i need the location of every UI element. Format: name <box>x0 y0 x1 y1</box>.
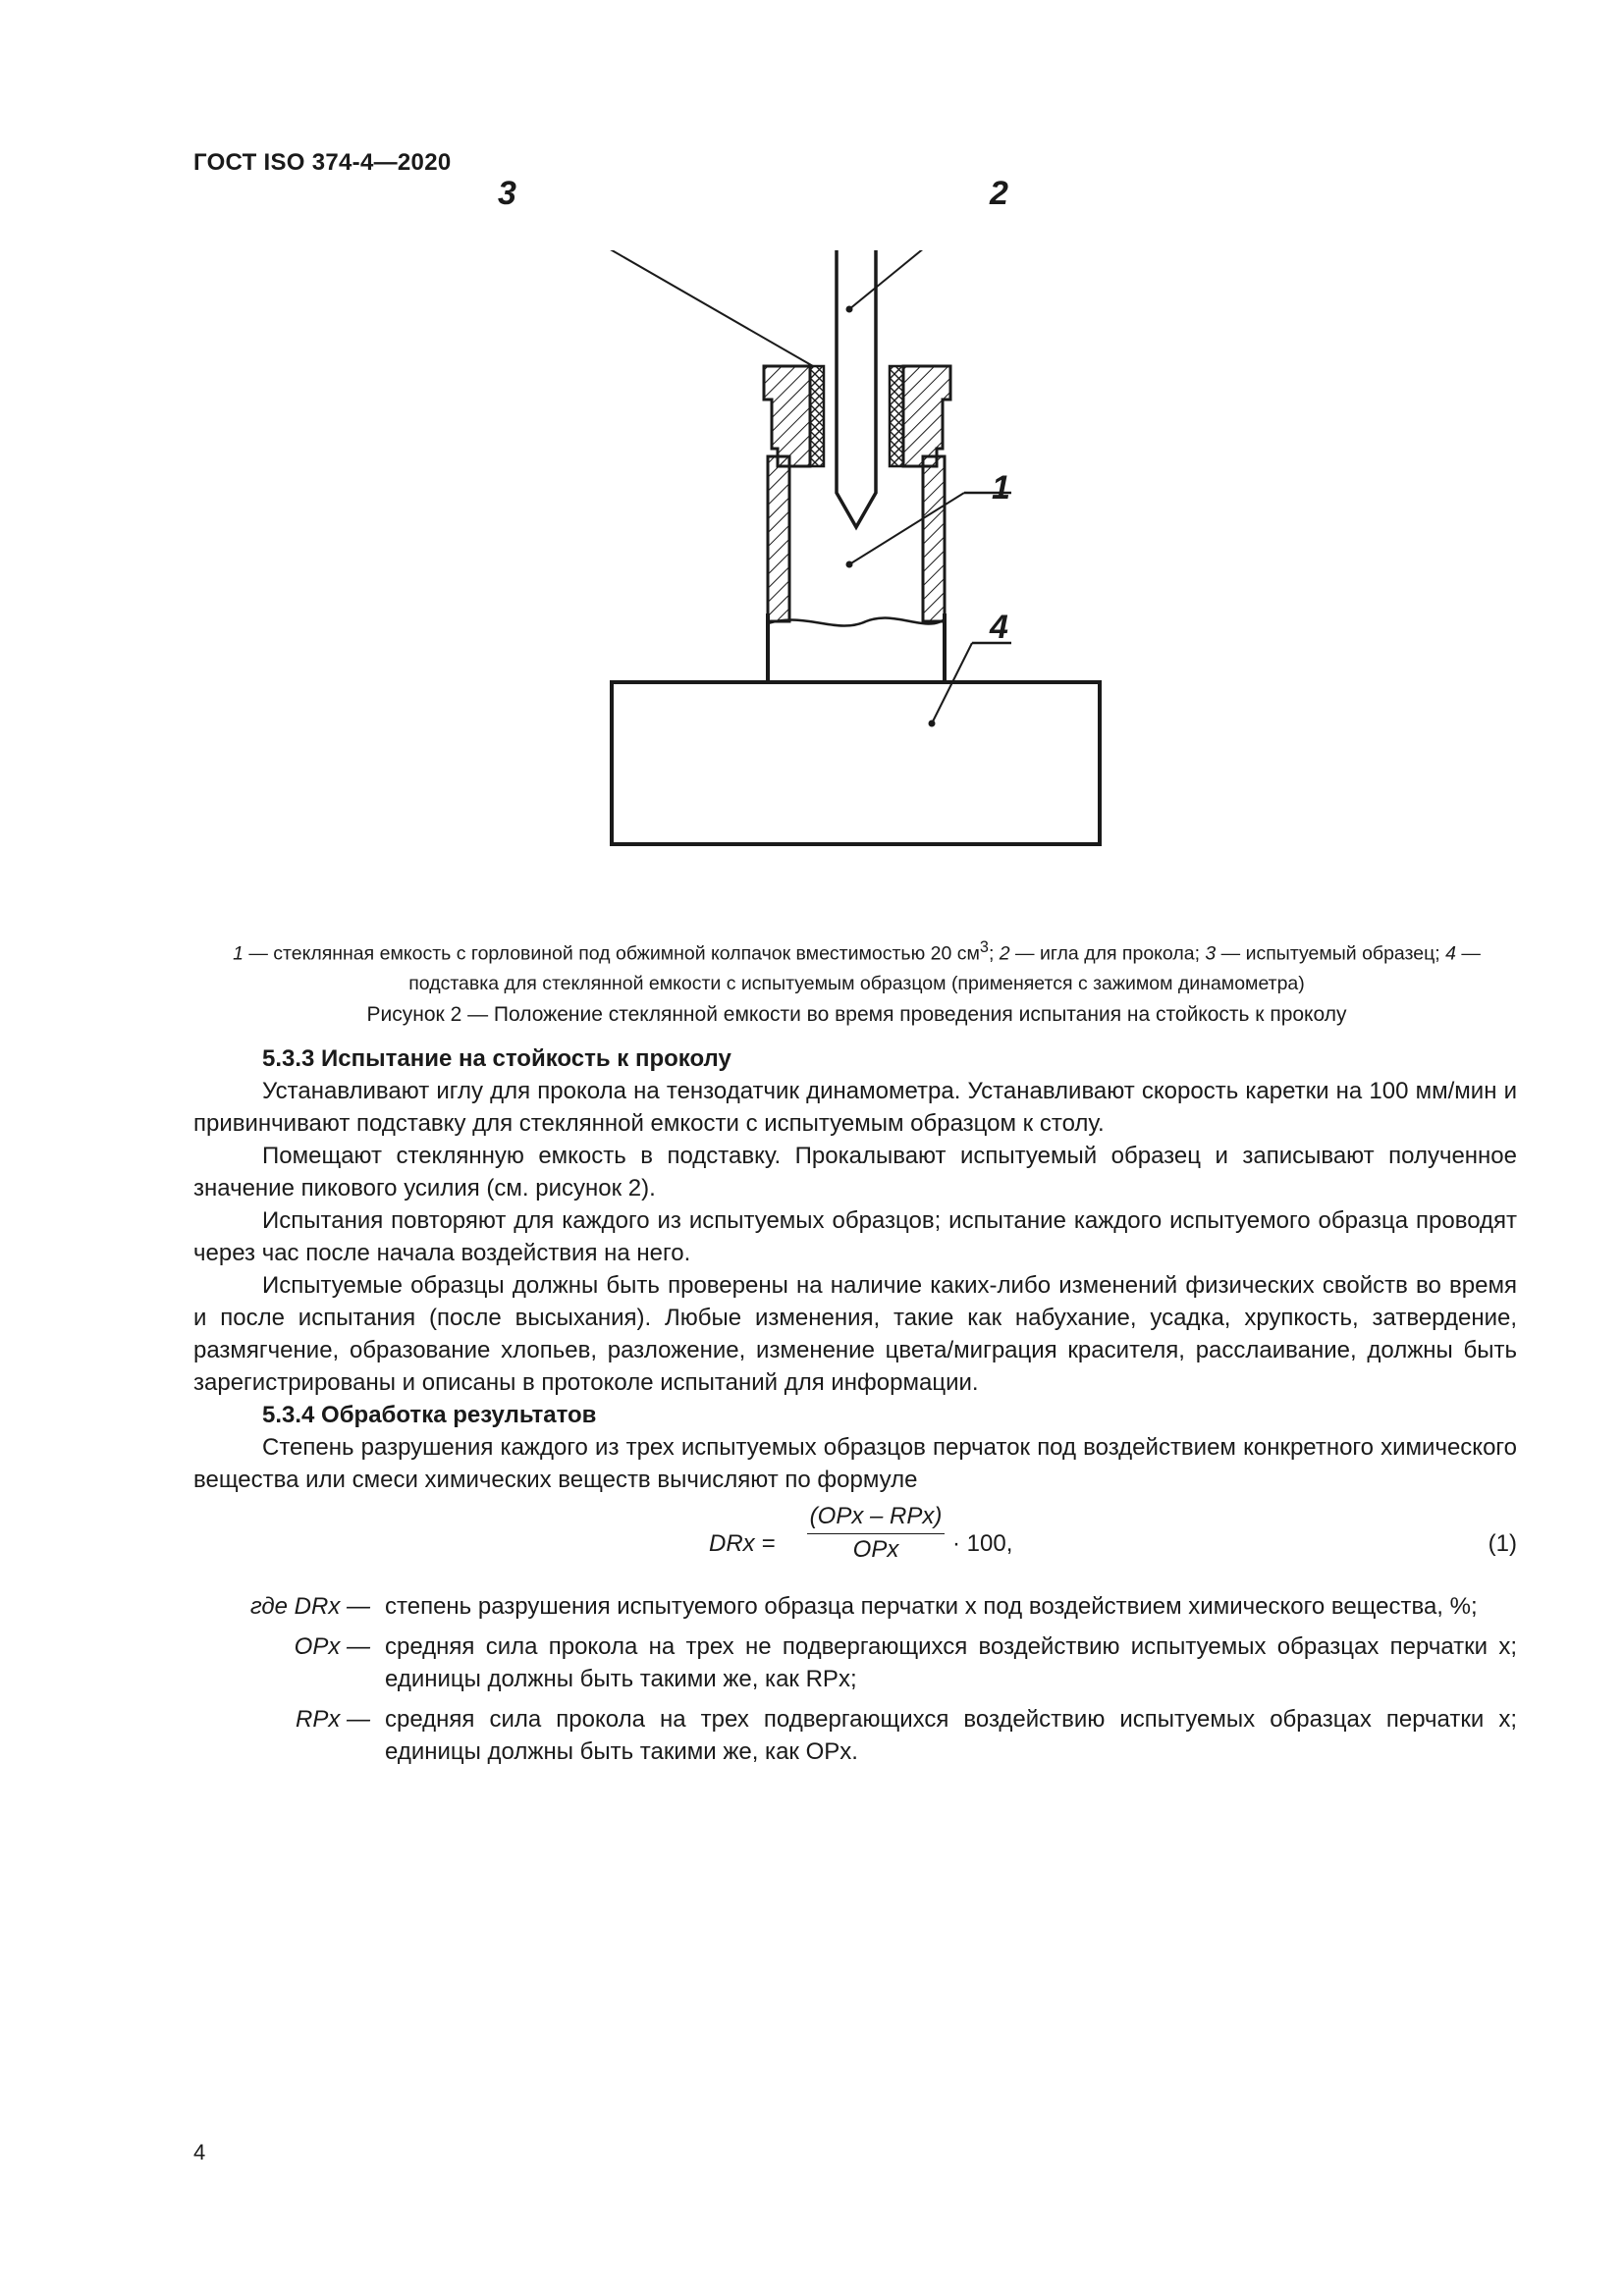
paragraph: Помещают стеклянную емкость в подставку. Прокалывают испытуемый образец и записывают полученное значение пикового усилия (см. рисунок 2). <box>193 1143 1517 1201</box>
document-header: ГОСТ ISO 374-4—2020 <box>193 149 452 176</box>
legend-num-1: 1 <box>233 942 244 965</box>
paragraph: Устанавливают иглу для прокола на тензодатчик динамометра. Устанавливают скорость каретки на 100 мм/мин и привинчивают подставку для стеклянной емкости с испытуемым образцом к столу. <box>193 1078 1517 1137</box>
definition-key: RPx — <box>295 1706 370 1733</box>
legend-num-3: 3 <box>1205 942 1217 965</box>
section-heading-533: 5.3.3 Испытание на стойкость к проколу <box>262 1045 731 1072</box>
definition-item <box>193 1630 1517 1695</box>
formula-fraction <box>807 1502 945 1566</box>
formula-denominator: OPx <box>852 1536 899 1563</box>
formula-rhs: · 100, <box>952 1530 1013 1557</box>
legend-separator: ; <box>988 942 1000 965</box>
specimen-right <box>890 366 903 466</box>
paragraph: Степень разрушения каждого из трех испытуемых образцов перчаток под воздействием конкретного химического вещества или смеси химических веществ вычисляют по формуле <box>193 1434 1517 1493</box>
main-text <box>193 1042 1517 1776</box>
figure-label-1: 1 <box>992 469 1010 507</box>
definition-item <box>193 1590 1517 1623</box>
definition-key: где DRx — <box>249 1593 370 1620</box>
figure-puncture-setup <box>550 250 1119 898</box>
page-number: 4 <box>193 2140 206 2164</box>
legend-text-1: — стеклянная емкость с горловиной под обжимной колпачок вместимостью 20 см <box>243 942 980 965</box>
equation-number: (1) <box>1488 1530 1517 1557</box>
crimp-cap-left <box>764 366 810 466</box>
leader-line-3-diag <box>550 250 813 366</box>
figure-legend <box>196 933 1517 998</box>
figure-label-4: 4 <box>990 609 1008 646</box>
definitions-list <box>193 1590 1517 1768</box>
stand-base <box>612 682 1100 844</box>
section-heading-534: 5.3.4 Обработка результатов <box>262 1402 597 1428</box>
vial-wall-right <box>923 456 945 621</box>
specimen-left <box>810 366 824 466</box>
leader-dot-1 <box>846 561 853 568</box>
vial-wall-left <box>768 456 789 621</box>
definition-text: средняя сила прокола на трех подвергающихся воздействию испытуемых образцах перчатки x; единицы должны быть такими же, как OPx. <box>385 1706 1517 1765</box>
formula-lhs: DRx = <box>709 1530 776 1557</box>
vial-break-line <box>768 618 945 626</box>
paragraph: Испытуемые образцы должны быть проверены на наличие каких-либо изменений физических свойств во время и после испытания (после высыхания). Любые изменения, такие как набухание, усадка, хрупкость, затвердение, размягчение, образование хлопьев, разложение, изменение цвета/миграция красителя, расслаивание, должны быть зарегистрированы и описаны в протоколе испытаний для информации. <box>193 1272 1517 1396</box>
leader-dot-4 <box>929 721 936 727</box>
legend-text-3: — испытуемый образец; <box>1216 942 1446 965</box>
definition-text: степень разрушения испытуемого образца перчатки x под воздействием химического вещества, %; <box>385 1593 1478 1620</box>
legend-num-2: 2 <box>999 942 1010 965</box>
figure-caption: Рисунок 2 — Положение стеклянной емкости во время проведения испытания на стойкость к проколу <box>366 1003 1347 1026</box>
figure-label-3: 3 <box>498 175 516 212</box>
legend-superscript: 3 <box>979 938 989 956</box>
paragraph: Испытания повторяют для каждого из испытуемых образцов; испытание каждого испытуемого образца проводят через час после начала воздействия на него. <box>193 1207 1517 1266</box>
leader-dot-2 <box>846 306 853 313</box>
legend-text-4: — подставка для стеклянной емкости с испытуемым образцом (применяется с зажимом динамометра) <box>408 942 1481 994</box>
legend-text-2: — игла для прокола; <box>1009 942 1206 965</box>
formula-numerator: (OPx – RPx) <box>807 1502 945 1534</box>
definition-key: OPx — <box>294 1633 370 1660</box>
definition-item <box>193 1703 1517 1768</box>
crimp-cap-right <box>903 366 950 466</box>
legend-num-4: 4 <box>1445 942 1456 965</box>
figure-label-2: 2 <box>990 175 1008 212</box>
definition-text: средняя сила прокола на трех не подвергающихся воздействию испытуемых образцах перчатки x; единицы должны быть такими же, как RPx; <box>385 1633 1517 1692</box>
formula-row <box>193 1502 1517 1578</box>
